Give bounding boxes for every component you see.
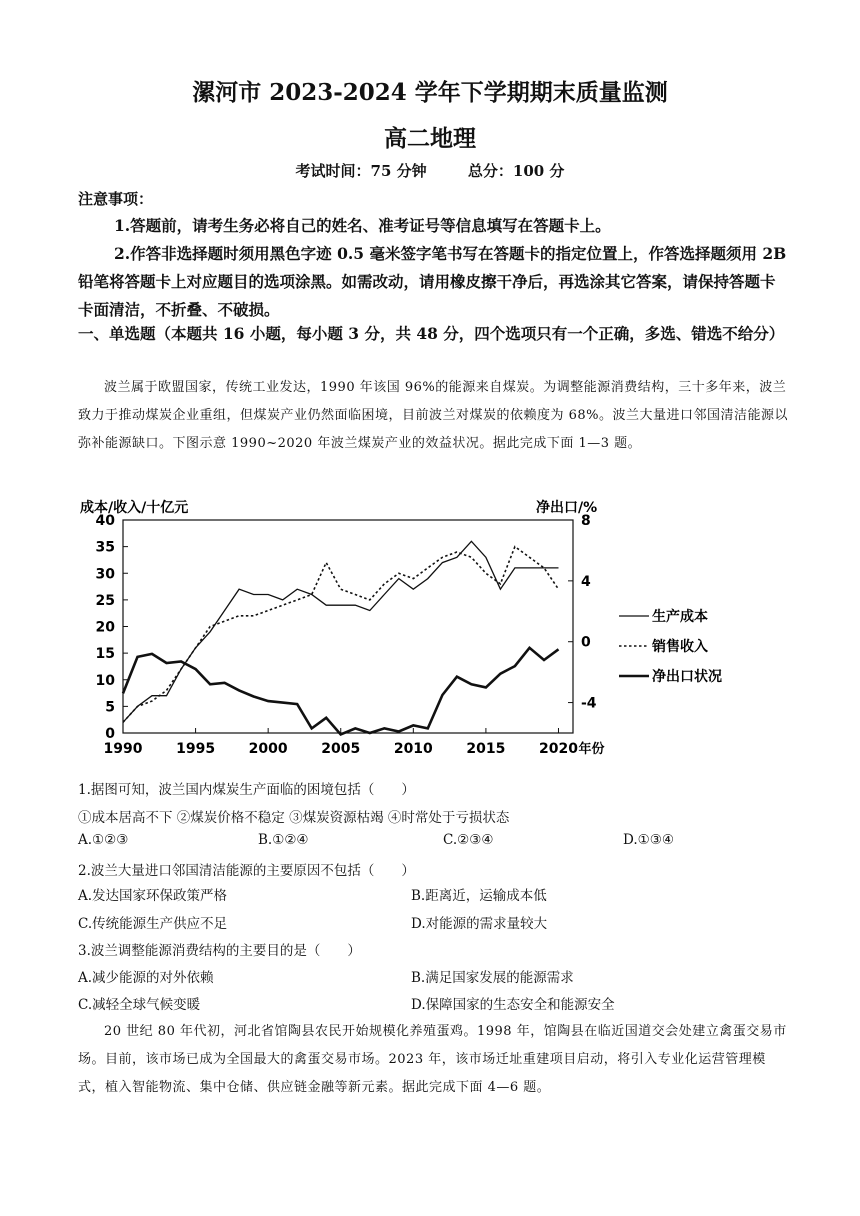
question-option: D.对能源的需求量较大: [411, 916, 548, 932]
notice-heading: 注意事项：: [78, 190, 154, 208]
right-tick-label: 0: [581, 634, 591, 651]
question-option: C.传统能源生产供应不足: [78, 916, 228, 932]
exam-time: 考试时间：75 分钟: [295, 162, 427, 180]
left-tick-label: 5: [105, 699, 115, 716]
right-tick-label: 4: [581, 573, 591, 590]
question-option: A.减少能源的对外依赖: [78, 970, 214, 986]
question-option: B.①②④: [258, 832, 309, 848]
question-option: D.①③④: [623, 832, 674, 848]
legend-label: 生产成本: [652, 609, 708, 625]
legend-label: 净出口状况: [652, 669, 722, 685]
section-heading: 一、单选题（本题共 16 小题，每小题 3 分，共 48 分，四个选项只有一个正确，多选、错选不给分）: [78, 324, 785, 343]
question-option: B.满足国家发展的能源需求: [411, 970, 574, 986]
x-tick-label: 2015: [466, 741, 506, 757]
notice-item-1: 1.答题前，请考生务必将自己的姓名、准考证号等信息填写在答题卡上。: [114, 216, 611, 235]
left-tick-label: 30: [95, 566, 115, 583]
passage-1: 波兰属于欧盟国家，传统工业发达，1990 年该国 96%的能源来自煤炭。为调整能源消费结构，三十多年来，波兰致力于推动煤炭企业重组，但煤炭产业仍然面临困境，目前波兰对煤炭的依赖度为 68%。波兰大量进口邻国清洁能源以弥补能源缺口。下图示意 1990~2020 年波兰煤炭产业的效益状况。据此完成下面 1—3 题。: [78, 380, 789, 451]
question-option: C.②③④: [443, 832, 494, 848]
left-axis-title: 成本/收入/十亿元: [80, 500, 189, 516]
total-score: 总分：100 分: [467, 162, 565, 180]
x-tick-label: 1995: [176, 741, 216, 757]
left-tick-label: 35: [95, 539, 115, 556]
series-line-1: [123, 541, 559, 722]
question-stem: 1.据图可知，波兰国内煤炭生产面临的困境包括（ ）: [78, 782, 415, 798]
left-tick-label: 20: [95, 619, 115, 636]
question-option: B.距离近，运输成本低: [411, 888, 547, 904]
left-tick-label: 0: [105, 726, 115, 742]
passage-2: 20 世纪 80 年代初，河北省馆陶县农民开始规模化养殖蛋鸡。1998 年，馆陶县在临近国道交会处建立禽蛋交易市场。目前，该市场已成为全国最大的禽蛋交易市场。2023 年，该市场迁址重建项目启动，将引入专业化运营管理模式，植入智能物流、集中仓储、供应链金融等新元素。据此完成下面 4—6 题。: [78, 1024, 787, 1095]
notice-item-2: 2.作答非选择题时须用黑色字迹 0.5 毫米签字笔书写在答题卡的指定位置上，作答选择题须用 2B 铅笔将答题卡上对应题目的选项涂黑。如需改动，请用橡皮擦干净后，再选涂其它答案，请保持答题卡卡面清洁，不折叠、不破损。: [78, 244, 787, 319]
question-option: D.保障国家的生态安全和能源安全: [411, 997, 615, 1013]
legend-label: 销售收入: [652, 639, 708, 655]
left-tick-label: 25: [95, 592, 115, 609]
left-tick-label: 40: [95, 513, 115, 529]
question-stem: 3.波兰调整能源消费结构的主要目的是（ ）: [78, 943, 361, 959]
question-option: A.发达国家环保政策严格: [78, 888, 228, 904]
question-stem: 2.波兰大量进口邻国清洁能源的主要原因不包括（ ）: [78, 863, 415, 879]
exam-info: [0, 160, 860, 181]
x-tick-label: 2010: [393, 741, 433, 757]
exam-title: 漯河市 2023-2024 学年下学期期末质量监测: [192, 79, 668, 106]
right-tick-label: -4: [581, 695, 597, 712]
question-option: C.减轻全球气候变暖: [78, 997, 201, 1013]
coal-industry-chart: [78, 490, 778, 765]
x-tick-label: 2005: [321, 741, 361, 757]
plot-frame: [123, 520, 573, 733]
series-line-3: [123, 648, 559, 735]
right-tick-label: 8: [581, 513, 591, 529]
left-tick-label: 15: [95, 646, 115, 663]
exam-subject: 高二地理: [384, 125, 476, 152]
right-axis-title: 净出口/%: [536, 500, 598, 516]
x-axis-unit: 年份: [578, 742, 605, 757]
question-items: ①成本居高不下 ②煤炭价格不稳定 ③煤炭资源枯竭 ④时常处于亏损状态: [78, 810, 510, 826]
left-tick-label: 10: [95, 672, 115, 689]
question-option: A.①②③: [78, 832, 129, 848]
x-tick-label: 1990: [103, 741, 143, 757]
x-tick-label: 2000: [248, 741, 288, 757]
x-tick-label: 2020: [538, 741, 578, 757]
